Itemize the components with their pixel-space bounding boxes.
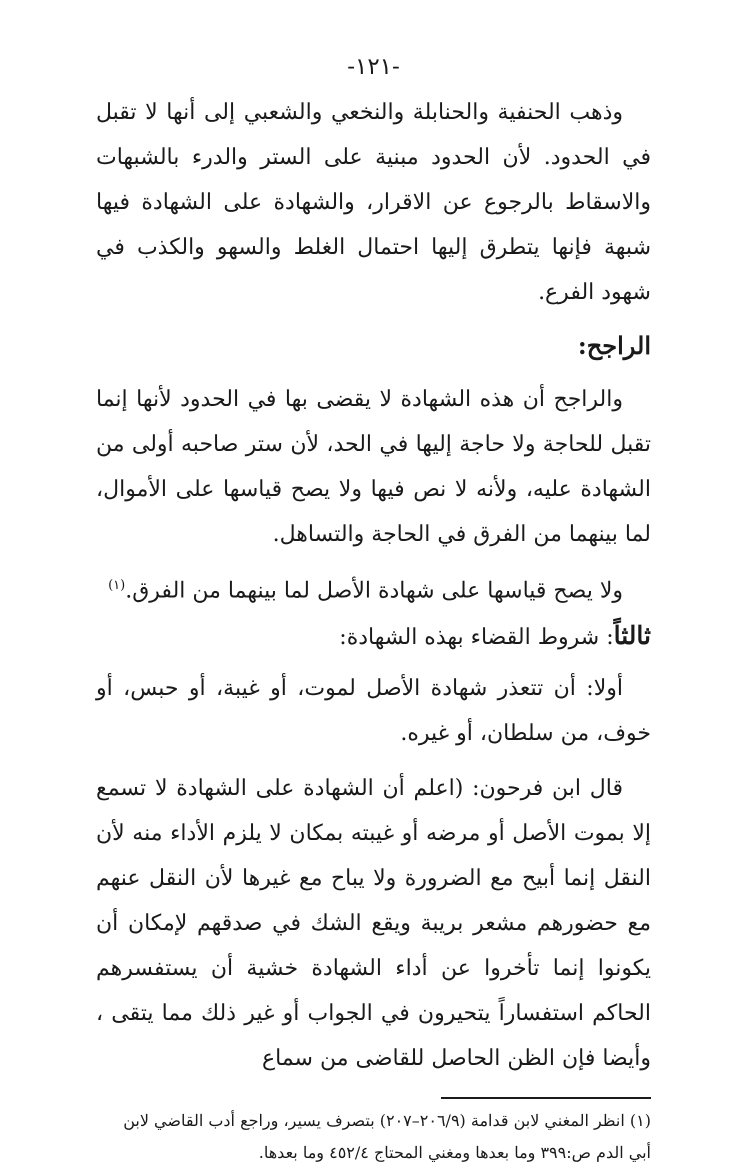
paragraph-hanafi-opinion: وذهب الحنفية والحنابلة والنخعي والشعبي إلى أنها لا تقبل في الحدود. لأن الحدود مبنية على الستر والدرء بالشبهات والاسقاط بالرجوع عن الاقرار، والشهادة على الشهادة فيها شبهة فإنها يتطرق إليها احتمال الغلط والسهو والكذب في شهود الفرع. — [96, 100, 651, 305]
heading-third-rest: : شروط القضاء بهذه الشهادة: — [339, 625, 614, 651]
document-page — [96, 50, 651, 1163]
paragraph-condition-first: أولا: أن تتعذر شهادة الأصل لموت، أو غيبة، أو حبس، أو خوف، من سلطان، أو غيره. — [96, 676, 651, 747]
paragraph-analogy-text: ولا يصح قياسها على شهادة الأصل لما بينهما من الفرق. — [125, 578, 623, 604]
heading-preferred-opinion: الراجح: — [577, 331, 651, 360]
heading-third-lead: ثالثاً — [613, 621, 651, 651]
heading-third-conditions — [96, 613, 651, 660]
footnote-text: (١) انظر المغني لابن قدامة (٢٠٦/٩–٢٠٧) بتصرف يسير، وراجع أدب القاضي لابن أبي الدم ص:٣٩٩ وما بعدها ومغني المحتاج ٤٥٢/٤ وما بعدها. — [123, 1111, 651, 1163]
footnote-separator — [441, 1097, 651, 1099]
paragraph-ibn-farhun-quote: قال ابن فرحون: (اعلم أن الشهادة على الشهادة لا تسمع إلا بموت الأصل أو مرضه أو غيبته بمكان لا يلزم الأداء منه لأن النقل إنما أبيح مع الضرورة ولا يباح مع غيرها لأن النقل عنهم مع حضورهم مشعر بريبة ويقع الشك في صدقهم لإمكان أن يكونوا إنما تأخروا عن أداء الشهادة خشية أن يستفسرهم الحاكم استفساراً يتحيرون في الجواب أو غير ذلك مما يتقى ، وأيضا فإن الظن الحاصل للقاضى من سماع — [96, 776, 651, 1072]
paragraph-analogy — [96, 563, 651, 613]
paragraph-preferred-opinion: والراجح أن هذه الشهادة لا يقضى بها في الحدود لأنها إنما تقبل للحاجة ولا حاجة إليها في الحد، لأن ستر صاحبه أولى من الشهادة عليه، ولأنه لا نص فيها ولا يصح قياسها على الأموال، لما بينهما من الفرق في الحاجة والتساهل. — [96, 387, 651, 547]
page-number: -١٢١- — [347, 54, 400, 80]
footnote-reference: (١) — [108, 578, 126, 593]
